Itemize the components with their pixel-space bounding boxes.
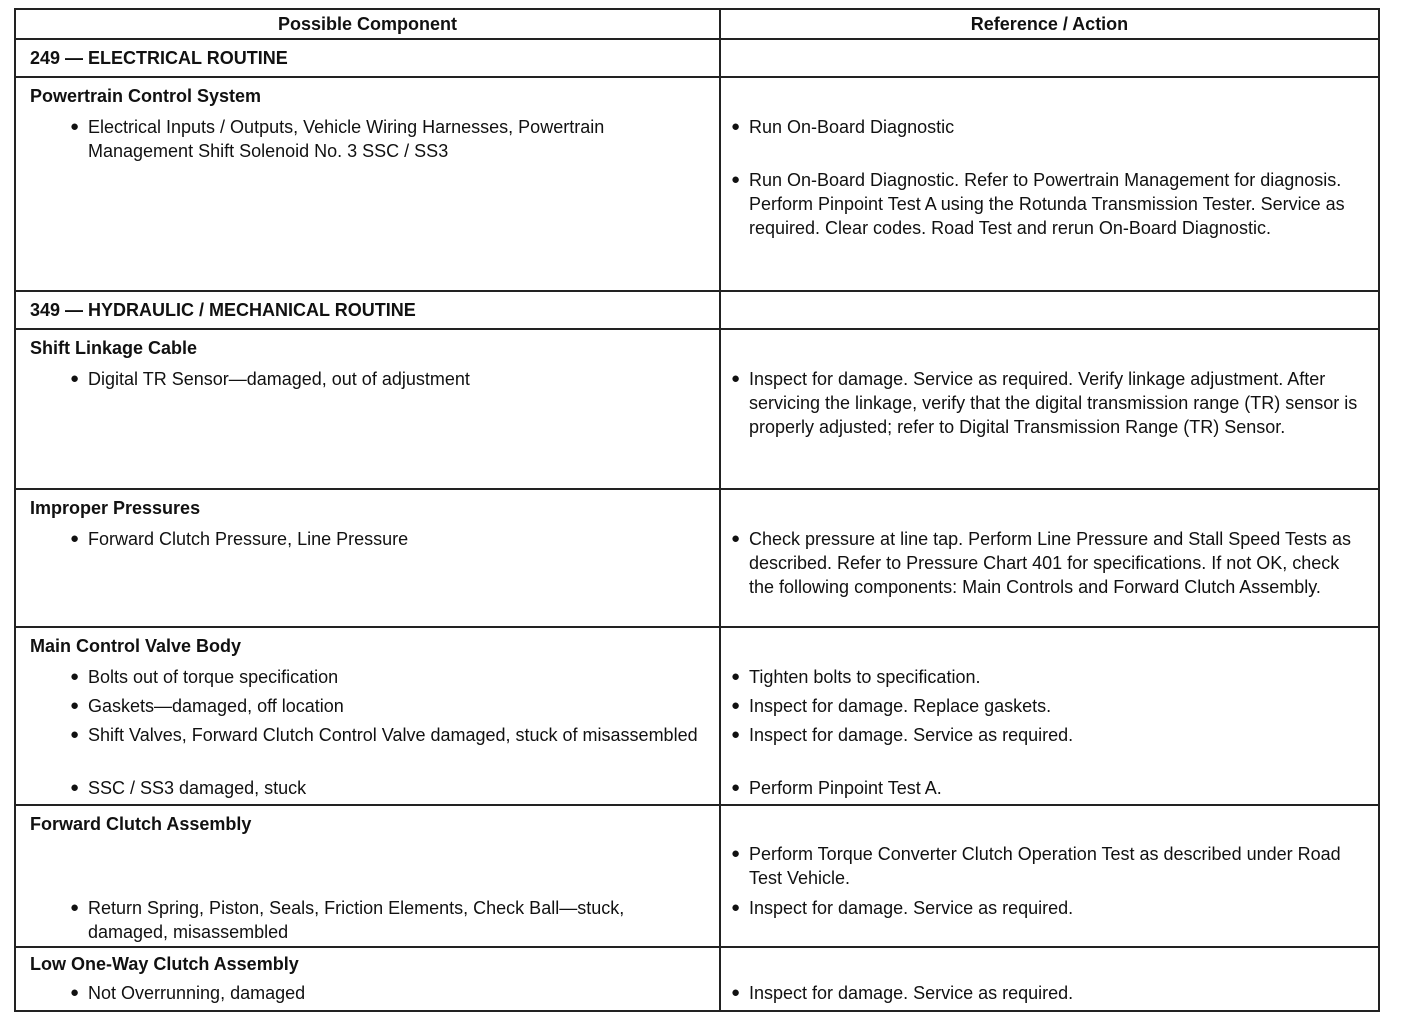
action-item: ● Perform Pinpoint Test A. bbox=[731, 776, 1371, 800]
section-row-electrical bbox=[14, 40, 1380, 78]
action-item: ● Inspect for damage. Replace gaskets. bbox=[731, 694, 1371, 718]
component-item: ● Electrical Inputs / Outputs, Vehicle Wiring Harnesses, Powertrain Management Shift Solenoid No. 3 SSC / SS3 bbox=[70, 115, 710, 163]
action-item: ● Tighten bolts to specification. bbox=[731, 665, 1371, 689]
component-item: ● SSC / SS3 damaged, stuck bbox=[70, 776, 710, 800]
table-header bbox=[14, 8, 1380, 40]
table-row bbox=[14, 628, 1380, 806]
component-group-title: Powertrain Control System bbox=[30, 86, 262, 106]
action-item: ● Run On-Board Diagnostic. Refer to Powertrain Management for diagnosis. Perform Pinpoint Test A using the Rotunda Transmission Tester. Service as required. Clear codes. Road Test and rerun On-Board Diagnostic. bbox=[731, 168, 1351, 240]
section-title: 249 — ELECTRICAL ROUTINE bbox=[16, 40, 721, 76]
component-item: ● Forward Clutch Pressure, Line Pressure bbox=[70, 527, 710, 551]
action-item: ● Inspect for damage. Service as required. bbox=[731, 981, 1371, 1005]
component-group-title: Shift Linkage Cable bbox=[30, 338, 198, 358]
component-item: ● Shift Valves, Forward Clutch Control Valve damaged, stuck of misassembled bbox=[70, 723, 710, 747]
table-row bbox=[14, 330, 1380, 490]
component-item: ● Digital TR Sensor—damaged, out of adjustment bbox=[70, 367, 710, 391]
table-row bbox=[14, 806, 1380, 948]
action-item: ● Inspect for damage. Service as required. bbox=[731, 896, 1371, 920]
table-row bbox=[14, 948, 1380, 1012]
action-item: ● Perform Torque Converter Clutch Operation Test as described under Road Test Vehicle. bbox=[731, 842, 1351, 890]
header-reference-action: Reference / Action bbox=[970, 13, 1129, 34]
component-group-title: Main Control Valve Body bbox=[30, 636, 242, 656]
component-item: ● Return Spring, Piston, Seals, Friction Elements, Check Ball—stuck, damaged, misassembled bbox=[70, 896, 670, 944]
table-row bbox=[14, 78, 1380, 292]
action-item: ● Inspect for damage. Service as required. Verify linkage adjustment. After servicing the linkage, verify that the digital transmission range (TR) sensor is properly adjusted; refer to Digital Transmission Range (TR) Sensor. bbox=[731, 367, 1361, 439]
component-item: ● Not Overrunning, damaged bbox=[70, 981, 710, 1005]
diagnosis-table bbox=[14, 8, 1380, 1012]
component-item: ● Gaskets—damaged, off location bbox=[70, 694, 710, 718]
component-group-title: Low One-Way Clutch Assembly bbox=[30, 954, 299, 974]
component-group-title: Improper Pressures bbox=[30, 498, 201, 518]
action-item: ● Check pressure at line tap. Perform Line Pressure and Stall Speed Tests as described. Refer to Pressure Chart 401 for specifications. If not OK, check the following components: Main Controls and Forward Clutch Assembly. bbox=[731, 527, 1361, 599]
header-possible-component: Possible Component bbox=[16, 10, 721, 38]
action-item: ● Inspect for damage. Service as required. bbox=[731, 723, 1371, 747]
action-item: ● Run On-Board Diagnostic bbox=[731, 115, 1371, 139]
component-item: ● Bolts out of torque specification bbox=[70, 665, 710, 689]
table-row bbox=[14, 490, 1380, 628]
section-row-hydraulic bbox=[14, 292, 1380, 330]
section-title: 349 — HYDRAULIC / MECHANICAL ROUTINE bbox=[16, 292, 721, 328]
component-group-title: Forward Clutch Assembly bbox=[30, 814, 252, 834]
